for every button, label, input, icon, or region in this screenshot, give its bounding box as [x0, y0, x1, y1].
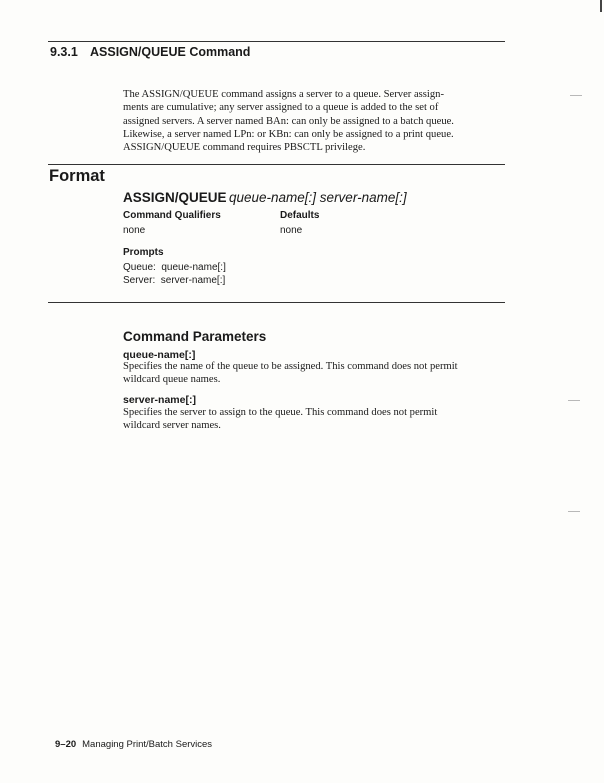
page-footer — [55, 739, 212, 750]
format-top-rule — [48, 164, 505, 165]
parameter-description-line: Specifies the server to assign to the queue. This command does not permit — [123, 407, 438, 418]
section-top-rule — [48, 41, 505, 42]
parameter-description-line: Specifies the name of the queue to be assigned. This command does not permit — [123, 361, 458, 372]
prompts-label: Prompts — [123, 247, 164, 258]
defaults-value: none — [280, 225, 303, 236]
command-arguments: queue-name[:] server-name[:] — [229, 190, 407, 205]
margin-mark — [600, 0, 602, 12]
parameter-description-line: wildcard server names. — [123, 420, 221, 432]
intro-line: ments are cumulative; any server assigned to a queue is added to the set of — [123, 102, 439, 114]
footer-title: Managing Print/Batch Services — [82, 739, 213, 750]
parameter-name: server-name[:] — [123, 394, 196, 406]
defaults-label: Defaults — [280, 210, 320, 221]
intro-line: Likewise, a server named LPn: or KBn: can only be assigned to a print queue. — [123, 128, 454, 140]
margin-mark — [568, 400, 580, 401]
parameters-heading: Command Parameters — [123, 329, 267, 344]
prompt-line: Queue: queue-name[:] — [123, 262, 226, 273]
qualifiers-value: none — [123, 225, 146, 236]
intro-line: ASSIGN/QUEUE command requires PBSCTL privilege. — [123, 142, 366, 154]
parameter-description-line: wildcard queue names. — [123, 374, 221, 386]
qualifiers-label: Command Qualifiers — [123, 210, 221, 221]
parameter-description — [123, 360, 511, 387]
prompt-line: Server: server-name[:] — [123, 275, 226, 286]
parameter-name: queue-name[:] — [123, 349, 196, 361]
section-title: ASSIGN/QUEUE Command — [90, 45, 251, 59]
format-bottom-rule — [48, 302, 505, 303]
command-name: ASSIGN/QUEUE — [123, 190, 227, 205]
format-heading: Format — [49, 167, 105, 185]
margin-mark — [570, 95, 582, 96]
parameter-description — [123, 406, 511, 433]
page-number: 9–20 — [55, 739, 77, 750]
section-number: 9.3.1 — [50, 45, 78, 59]
intro-line: assigned servers. A server named BAn: can only be assigned to a batch queue. — [123, 115, 454, 127]
margin-mark — [568, 511, 580, 512]
intro-paragraph — [123, 88, 511, 154]
intro-line: The ASSIGN/QUEUE command assigns a server to a queue. Server assign- — [123, 89, 444, 100]
